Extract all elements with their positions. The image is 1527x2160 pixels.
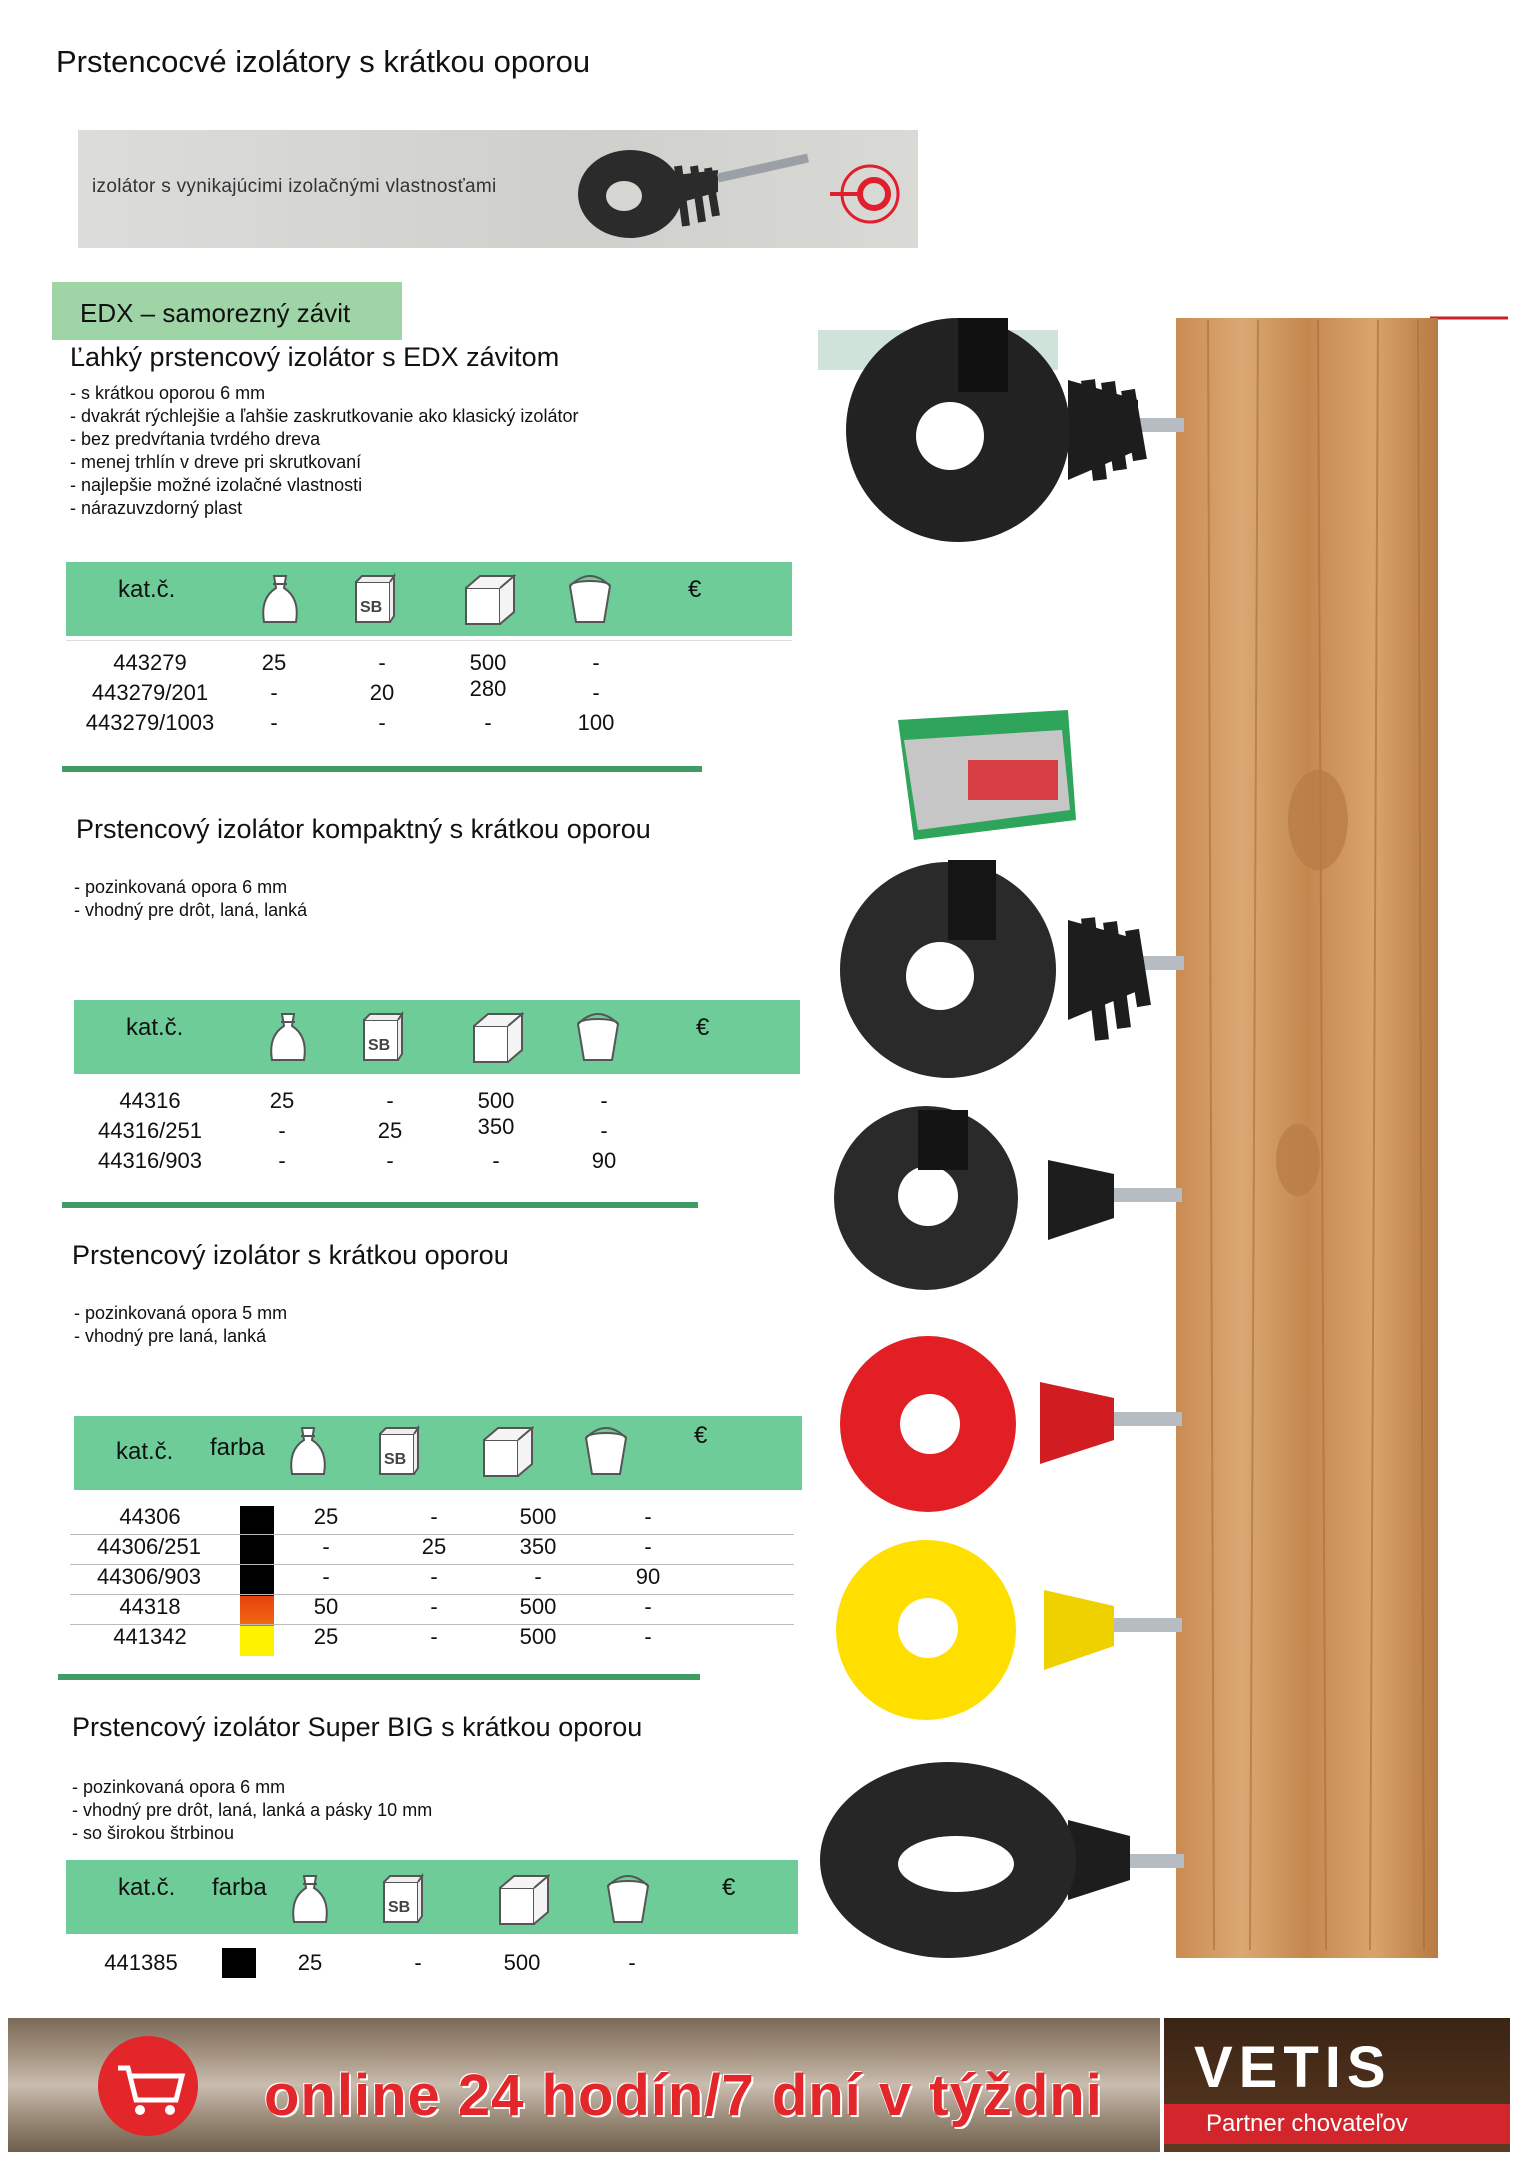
bullet: - vhodný pre drôt, laná, lanká [74, 900, 308, 920]
table-cell: 44316/251 [98, 1118, 202, 1143]
table-cell: 500 [519, 1624, 557, 1649]
bucket-icon [566, 572, 614, 628]
table-cell: 50 [313, 1594, 339, 1619]
table-cell: - [600, 1118, 608, 1143]
table-cell: 350 [477, 1114, 515, 1139]
banner-text: izolátor s vynikajúcimi izolačnými vlastnosťami [92, 176, 497, 197]
svg-text:SB: SB [384, 1451, 407, 1468]
bullet: - vhodný pre drôt, laná, lanká a pásky 10 mm [72, 1800, 433, 1820]
euro-label: € [722, 1874, 736, 1901]
brand-tagline: Partner chovateľov [1206, 2110, 1408, 2137]
carton-box-icon [494, 1872, 550, 1928]
carton-box-icon [478, 1424, 534, 1480]
section-2-title: Prstencový izolátor kompaktný s krátkou oporou [76, 814, 651, 844]
bag-icon [286, 1872, 334, 1928]
bullet: - menej trhlín v dreve pri skrutkovaní [70, 452, 362, 472]
table-cell: 441342 [113, 1624, 187, 1649]
table-cell: 443279/1003 [85, 710, 215, 735]
section-divider [62, 1202, 698, 1208]
bucket-icon [582, 1424, 630, 1480]
color-swatch-red [240, 1596, 274, 1626]
table-3-header [74, 1416, 802, 1490]
table-cell: 100 [577, 710, 615, 735]
sb-box-icon [350, 572, 398, 628]
farba-label: farba [212, 1874, 267, 1901]
table-cell: 25 [261, 650, 287, 675]
table-cell: - [386, 1148, 394, 1173]
footer-banner [8, 2018, 1160, 2152]
color-swatch-black [240, 1536, 274, 1566]
carton-box-icon [460, 572, 516, 628]
section-divider [62, 766, 702, 772]
table-cell: - [600, 1088, 608, 1113]
bullet: - najlepšie možné izolačné vlastnosti [70, 475, 363, 495]
bag-icon [264, 1010, 312, 1066]
table-cell: 44306/251 [97, 1534, 201, 1559]
table-cell: - [386, 1088, 394, 1113]
page-title: Prstencocvé izolátory s krátkou oporou [56, 44, 591, 79]
table-cell: - [430, 1504, 438, 1529]
table-cell: - [430, 1624, 438, 1649]
edx-tab-label: EDX – samorezný závit [80, 298, 351, 328]
table-cell: - [270, 710, 278, 735]
table-4-header [66, 1860, 798, 1934]
table-cell: - [644, 1534, 652, 1559]
table-cell: - [492, 1148, 500, 1173]
cart-icon [96, 2034, 206, 2138]
color-swatch-black [240, 1566, 274, 1596]
bullet: - pozinkovaná opora 6 mm [72, 1777, 286, 1797]
bullet: - s krátkou oporou 6 mm [70, 383, 266, 403]
table-cell: - [430, 1594, 438, 1619]
table-cell: - [592, 650, 600, 675]
svg-text:SB: SB [388, 1899, 411, 1916]
table-cell: 90 [635, 1564, 661, 1589]
table-2-header [74, 1000, 800, 1074]
kat-label: kat.č. [116, 1438, 174, 1465]
table-cell: 350 [519, 1534, 557, 1559]
section-3-bullets [74, 1302, 287, 1348]
table-cell: - [278, 1118, 286, 1143]
table-cell: - [484, 710, 492, 735]
table-cell: - [628, 1950, 636, 1975]
euro-label: € [696, 1014, 710, 1041]
table-cell: 25 [421, 1534, 447, 1559]
section-4-title: Prstencový izolátor Super BIG s krátkou oporou [72, 1712, 643, 1742]
table-cell: 280 [469, 676, 507, 701]
sb-box-icon [358, 1010, 406, 1066]
vetis-logo [1164, 2018, 1510, 2152]
sb-box-icon [378, 1872, 426, 1928]
table-cell: - [430, 1564, 438, 1589]
table-cell: 90 [591, 1148, 617, 1173]
table-cell: 44306 [119, 1504, 181, 1529]
table-cell: 25 [313, 1624, 339, 1649]
table-cell: - [644, 1504, 652, 1529]
table-cell: - [278, 1148, 286, 1173]
section-divider [58, 1674, 700, 1680]
table-cell: 25 [297, 1950, 323, 1975]
insulator-banner-icon [568, 136, 908, 242]
table-cell: 500 [519, 1594, 557, 1619]
color-swatch-black [240, 1506, 274, 1536]
table-cell: 25 [313, 1504, 339, 1529]
table-cell: - [644, 1624, 652, 1649]
table-cell: - [534, 1564, 542, 1589]
section-1-title: Ľahký prstencový izolátor s EDX závitom [70, 342, 560, 372]
table-cell: 44316/903 [98, 1148, 202, 1173]
bullet: - dvakrát rýchlejšie a ľahšie zaskrutkovanie ako klasický izolátor [70, 406, 579, 426]
table-cell: - [378, 710, 386, 735]
color-swatch-black [222, 1948, 256, 1978]
bucket-icon [574, 1010, 622, 1066]
euro-label: € [694, 1422, 708, 1449]
table-cell: - [322, 1564, 330, 1589]
section-3-title: Prstencový izolátor s krátkou oporou [72, 1240, 509, 1270]
bullet: - so širokou štrbinou [72, 1823, 235, 1843]
table-cell: 44306/903 [97, 1564, 201, 1589]
table-cell: - [322, 1534, 330, 1559]
section-2-bullets [74, 876, 307, 922]
bucket-icon [604, 1872, 652, 1928]
color-swatch-yellow [240, 1626, 274, 1656]
svg-text:SB: SB [360, 599, 383, 616]
table-cell: 500 [469, 650, 507, 675]
table-cell: 25 [377, 1118, 403, 1143]
table-cell: 44316 [119, 1088, 181, 1113]
footer-slogan: online 24 hodín/7 dní v týždni [264, 2063, 1103, 2128]
bullet: - vhodný pre laná, lanká [74, 1326, 267, 1346]
table-cell: - [414, 1950, 422, 1975]
edx-tab [52, 282, 402, 340]
euro-label: € [688, 576, 702, 603]
carton-box-icon [468, 1010, 524, 1066]
brand-tagline-bar [1164, 2104, 1510, 2144]
table-cell: - [592, 680, 600, 705]
table-cell: 443279 [113, 650, 187, 675]
section-4-bullets [72, 1776, 432, 1845]
brand-name: VETIS [1194, 2035, 1392, 2100]
bag-icon [256, 572, 304, 628]
feature-banner [78, 130, 918, 248]
product-photo [818, 300, 1518, 1980]
table-cell: - [270, 680, 278, 705]
bullet: - nárazuvzdorný plast [70, 498, 243, 518]
bullet: - pozinkovaná opora 6 mm [74, 877, 288, 897]
kat-label: kat.č. [118, 576, 176, 603]
table-cell: 20 [369, 680, 395, 705]
table-cell: 500 [519, 1504, 557, 1529]
sb-box-icon [374, 1424, 422, 1480]
kat-label: kat.č. [126, 1014, 184, 1041]
table-1-header [66, 562, 792, 636]
table-cell: 500 [503, 1950, 541, 1975]
table-cell: - [644, 1594, 652, 1619]
farba-label: farba [210, 1434, 265, 1461]
table-cell: - [378, 650, 386, 675]
bullet: - pozinkovaná opora 5 mm [74, 1303, 288, 1323]
table-cell: 25 [269, 1088, 295, 1113]
table-cell: 44318 [119, 1594, 181, 1619]
table-cell: 500 [477, 1088, 515, 1113]
kat-label: kat.č. [118, 1874, 176, 1901]
bag-icon [284, 1424, 332, 1480]
table-cell: 443279/201 [91, 680, 209, 705]
section-1-bullets [70, 382, 578, 520]
svg-text:SB: SB [368, 1037, 391, 1054]
bullet: - bez predvŕtania tvrdého dreva [70, 429, 321, 449]
table-cell: 441385 [104, 1950, 178, 1975]
